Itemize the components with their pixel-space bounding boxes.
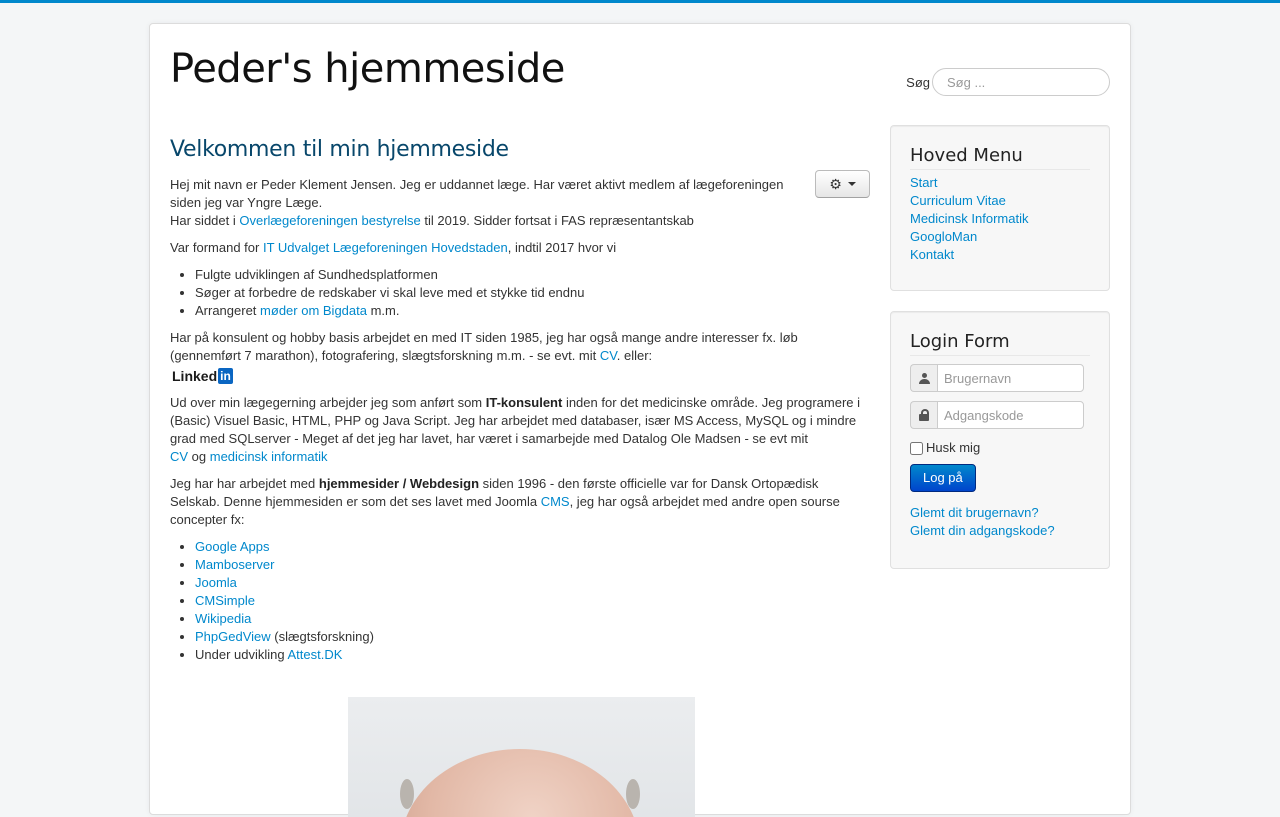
gear-icon: ⚙ [829,176,842,192]
webdesign-paragraph: Jeg har har arbejdet med hjemmesider / Webdesign siden 1996 - den første officielle var for Dansk Ortopædisk Selskab. Denne hjemmesiden er som det ses lavet med Joomla CMS, jeg har også arbejdet med andre open sourse concepter fx: [170,475,840,527]
link-wikipedia[interactable]: Wikipedia [195,610,252,626]
link-mamboserver[interactable]: Mamboserver [195,556,275,572]
link-medicinsk-informatik[interactable]: medicinsk informatik [209,448,328,464]
list-item: • Arrangeret møder om Bigdata m.m. [195,302,870,320]
list-item [195,592,870,610]
link-cmsimple[interactable]: CMSimple [195,592,255,608]
login-button[interactable]: Log på [910,464,976,492]
link-cv-2[interactable]: CV [170,448,189,464]
main-menu-title: Hoved Menu [910,145,1090,170]
main-content [170,130,870,673]
link-overlaegeforeningen[interactable]: Overlægeforeningen bestyrelse [239,213,421,228]
site-title[interactable]: Peder's hjemmeside [170,46,565,92]
link-it-udvalget[interactable]: IT Udvalget Lægeforeningen Hovedstaden [262,240,508,255]
sidebar [890,125,1110,589]
caret-down-icon [848,182,856,186]
login-module [890,311,1110,569]
list-item [195,574,870,592]
remember-label[interactable]: Husk mig [926,440,981,455]
link-phpgedview[interactable]: PhpGedView [195,628,271,644]
menu-item-googloman[interactable]: GoogloMan [910,229,978,244]
search-label: Søg [906,75,930,90]
menu-item-medicinsk-informatik[interactable]: Medicinsk Informatik [910,211,1029,226]
intro-text: Hej mit navn er Peder Klement Jensen. Jeg er uddannet læge. Har været aktivt medlem af lægeforeningen siden jeg var Yngre Læge. [170,177,784,210]
article-options-button[interactable] [815,170,870,198]
forgot-username-link[interactable]: Glemt dit brugernavn? [910,505,1039,520]
list-item [195,610,870,628]
menu-item-cv[interactable]: Curriculum Vitae [910,193,1006,208]
list-item: • PhpGedView (slægtsforskning) [195,628,870,646]
password-group [910,401,1084,429]
link-bigdata[interactable]: møder om Bigdata [260,303,367,318]
search-input[interactable] [932,68,1110,96]
username-input[interactable] [937,364,1084,392]
main-menu-module [890,125,1110,291]
link-attest-dk[interactable]: Attest.DK [287,646,343,662]
forgot-password-link[interactable]: Glemt din adgangskode? [910,523,1055,538]
list-item: • Fulgte udviklingen af Sundhedsplatformen [195,266,870,284]
hobby-paragraph: Har på konsulent og hobby basis arbejdet en med IT siden 1985, jeg har også mange andre interesser fx. løb (gennemført 7 marathon), fotografering, slægtsforskning m.m. - se evt. mit CV. eller: [170,330,798,363]
link-cms[interactable]: CMS [540,493,570,509]
link-joomla[interactable]: Joomla [195,574,237,590]
list-item [195,538,870,556]
article-title[interactable]: Velkommen til min hjemmeside [170,137,509,162]
login-title: Login Form [910,331,1090,356]
menu-item-kontakt[interactable]: Kontakt [910,247,955,262]
remember-me [910,438,1090,458]
intro-block: Hej mit navn er Peder Klement Jensen. Jeg er uddannet læge. Har været aktivt medlem af lægeforeningen siden jeg var Yngre Læge. Har siddet i Overlægeforeningen bestyrelse til 2019. Sidder fortsat i FAS repræsentantskab [170,177,784,228]
it-consultant-paragraph: Ud over min lægegerning arbejder jeg som anført som IT-konsulent inden for det medicinske område. Jeg programere i (Basic) Visuel Basic, HTML, PHP og Java Script. Jeg har arbejdet med databaser, især MS Access, MySQL og i mindre grad med SQLserver - Meget af det jeg har lavet, har været i samarbejde med Datalog Ole Madsen - se evt mit CV og medicinsk informatik [170,394,861,464]
list-item: • Under udvikling Attest.DK [195,646,870,664]
open-source-list [170,538,870,664]
page-container [149,23,1131,815]
user-icon [919,373,929,384]
main-menu [910,174,1090,264]
link-google-apps[interactable]: Google Apps [195,538,270,554]
remember-checkbox[interactable] [910,442,923,455]
menu-item-start[interactable]: Start [910,175,938,190]
password-input[interactable] [937,401,1084,429]
username-group [910,364,1084,392]
top-accent-bar [0,0,1280,3]
linkedin-logo[interactable]: Linked in [172,368,231,384]
lock-icon [919,409,929,421]
list-item: • Søger at forbedre de redskaber vi skal leve med et stykke tid endnu [195,284,870,302]
profile-photo [348,697,695,817]
chairman-paragraph: Var formand for IT Udvalget Lægeforeningen Hovedstaden, indtil 2017 hvor vi [170,240,617,255]
link-cv[interactable]: CV [599,348,617,363]
activities-list [170,266,870,320]
list-item [195,556,870,574]
forgot-links [910,504,1090,540]
